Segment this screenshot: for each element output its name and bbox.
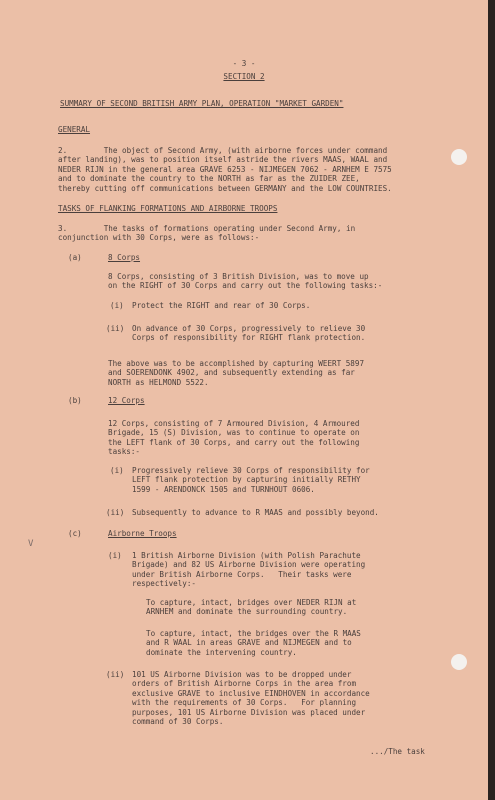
section-heading: SECTION 2 — [223, 72, 265, 81]
paragraph-2: 2. The object of Second Army, (with airborne forces under command after landing), was to position itself astride the rivers MAAS, WAAL and NEDER RIJN in the general area GRAVE 6253 - NIJMEGEN 7062 - ARNHEM E 7575 and to dominate the country to the NORTH as far as the ZUIDER ZEE, thereby cutting off communications between GERMANY and the LOW COUNTRIES. — [58, 146, 392, 193]
item-c-ii-text: 101 US Airborne Division was to be dropped under orders of British Airborne Corps in the area from exclusive GRAVE to inclusive EINDHOVEN in accordance with the requirements of 30 Corps. For planning purposes, 101 US Airborne Division was placed under command of 30 Corps. — [132, 670, 370, 727]
item-a-i-text: Protect the RIGHT and rear of 30 Corps. — [132, 301, 311, 310]
item-c-i-task-2: To capture, intact, the bridges over the R MAAS and R WAAL in areas GRAVE and NIJMEGEN and to dominate the intervening country. — [146, 629, 361, 657]
item-a-label: (a) — [68, 253, 82, 262]
item-b-i-label: (i) — [110, 466, 124, 475]
item-c-i-text: 1 British Airborne Division (with Polish Parachute Brigade) and 82 US Airborne Division were operating under British Airborne Corps. Their tasks were respectively:- — [132, 551, 366, 589]
item-a-body: 8 Corps, consisting of 3 British Division, was to move up on the RIGHT of 30 Corps and carry out the following tasks:- — [108, 272, 383, 291]
item-c-label: (c) — [68, 529, 82, 538]
item-a-i-label: (i) — [110, 301, 124, 310]
item-b-ii-text: Subsequently to advance to R MAAS and possibly beyond. — [132, 508, 379, 517]
tasks-heading: TASKS OF FLANKING FORMATIONS AND AIRBORNE TROOPS — [58, 204, 278, 213]
item-b-i-text: Progressively relieve 30 Corps of responsibility for LEFT flank protection by capturing initially RETHY 1599 - ARENDONCK 1505 and TURNHOUT 0606. — [132, 466, 370, 494]
paragraph-3: 3. The tasks of formations operating under Second Army, in conjunction with 30 Corps, were as follows:- — [58, 224, 356, 243]
punch-hole-top — [451, 149, 467, 165]
item-c-i-label: (i) — [108, 551, 122, 560]
continuation-note: .../The task — [370, 747, 425, 756]
document-title: SUMMARY OF SECOND BRITISH ARMY PLAN, OPERATION "MARKET GARDEN" — [60, 99, 344, 108]
item-b-body: 12 Corps, consisting of 7 Armoured Division, 4 Armoured Brigade, 15 (S) Division, was to continue to operate on the LEFT flank of 30 Corps, and carry out the following tasks:- — [108, 419, 360, 457]
item-b-heading: 12 Corps — [108, 396, 145, 405]
general-heading: GENERAL — [58, 125, 91, 134]
item-b-ii-label: (ii) — [106, 508, 125, 517]
page-number: - 3 - — [232, 59, 256, 68]
item-c-heading: Airborne Troops — [108, 529, 177, 538]
item-a-ii-label: (ii) — [106, 324, 125, 333]
item-b-label: (b) — [68, 396, 82, 405]
item-a-after: The above was to be accomplished by capturing WEERT 5897 and SOERENDONK 4902, and subsequently extending as far NORTH as HELMOND 5522. — [108, 359, 365, 387]
margin-check-mark: V — [28, 539, 34, 549]
item-c-i-task-1: To capture, intact, bridges over NEDER RIJN at ARNHEM and dominate the surrounding country. — [146, 598, 357, 617]
punch-hole-bottom — [451, 654, 467, 670]
item-a-ii-text: On advance of 30 Corps, progressively to relieve 30 Corps of responsibility for RIGHT flank protection. — [132, 324, 366, 343]
item-a-heading: 8 Corps — [108, 253, 141, 262]
item-c-ii-label: (ii) — [106, 670, 125, 679]
scan-background-edge — [488, 0, 495, 800]
